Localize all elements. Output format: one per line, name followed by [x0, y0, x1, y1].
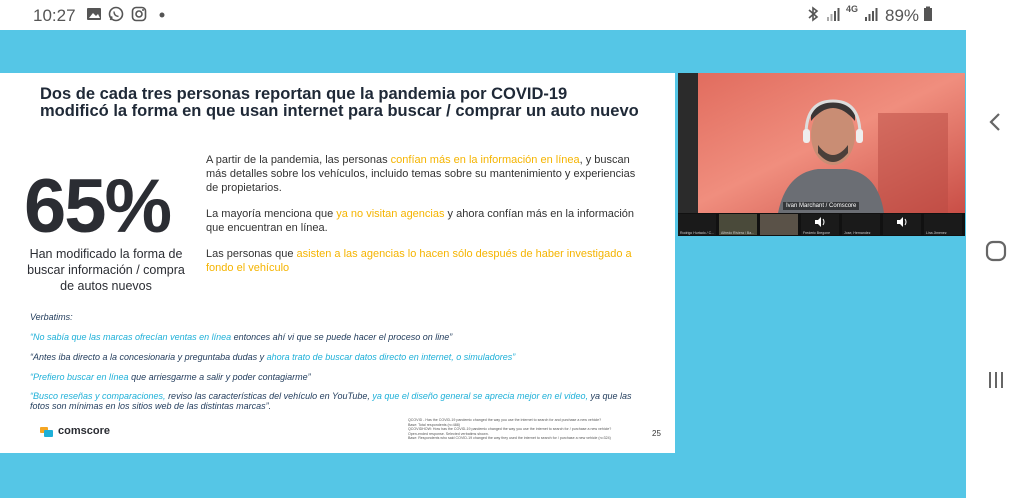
speaker-icon: [896, 217, 908, 227]
comscore-logo-text: comscore: [58, 425, 110, 437]
verbatim-3: “Prefiero buscar en línea que arriesgarme a salir y poder contagiarme”: [30, 372, 311, 382]
verbatim-1: “No sabía que las marcas ofrecían ventas en línea entonces ahí vi que se puede hacer el proceso on line”: [30, 332, 453, 342]
network-type: 4G: [846, 4, 859, 14]
participant-thumb[interactable]: [760, 214, 798, 235]
participant-thumb[interactable]: [883, 214, 921, 235]
gallery-icon: [86, 6, 102, 22]
navigation-bar: [968, 0, 1024, 498]
paragraph-3: Las personas que asisten a las agencias lo hacen sólo después de haber investigado a fondo el vehículo: [206, 248, 632, 274]
participant-thumb[interactable]: Lina Jimenez: [924, 214, 962, 235]
paragraph-2: La mayoría menciona que ya no visitan agencias y ahora confían más en la información que encuentran en línea.: [206, 208, 635, 234]
participant-thumb[interactable]: Frederic Bregone: [801, 214, 839, 235]
status-bar: [0, 0, 968, 30]
paragraph-1: A partir de la pandemia, las personas confían más en la información en línea, y buscan más detalles sobre los vehículos, incluido temas sobre su mantenimiento y experiencias de propietarios.: [206, 154, 636, 194]
footnote: QCOVID - Has the COVID-19 pandemic changed the way you use the internet to search for and purchase a new vehicle? Base: Total respondents (n=488) QCOVIDHOW: How has the COVID-19 pandemic changed the way you use the internet to search for / purchase a new vehicle? Open-ended response. Selected verbatims shown. Base: Respondents who said COVID-19 changed the way they used the internet to search for / purchase a new vehicle (n=324): [408, 418, 612, 440]
video-panel[interactable]: [678, 73, 965, 236]
participant-thumb[interactable]: Jose, Hernandez: [842, 214, 880, 235]
comscore-logo-icon: [40, 427, 54, 437]
status-time: 10:27: [33, 6, 76, 25]
recents-icon[interactable]: [984, 368, 1008, 392]
speaker-name: Ivan Marchant / Comscore: [783, 202, 859, 210]
instagram-icon: [131, 6, 147, 22]
bluetooth-icon: [806, 6, 820, 22]
big-number-caption: Han modificado la forma de buscar información / compra de autos nuevos: [27, 247, 185, 293]
participant-strip: [678, 213, 965, 236]
whatsapp-icon: [108, 6, 124, 22]
verbatim-2: “Antes iba directo a la concesionaria y preguntaba dudas y ahora trato de buscar datos directo en internet, o simuladores”: [30, 352, 516, 362]
big-number: 65%: [24, 164, 171, 249]
home-icon[interactable]: [984, 239, 1008, 263]
verbatim-4: “Busco reseñas y comparaciones, reviso las características del vehículo en YouTube, ya que el diseño general se aprecia mejor en el video, ya que las fotos son mínimas en los sitios web de las distintas marcas”.: [30, 391, 632, 411]
speaker-icon: [814, 217, 826, 227]
back-icon[interactable]: [984, 110, 1008, 134]
battery-percent: 89%: [885, 6, 920, 25]
dot-icon: [158, 6, 166, 22]
battery-icon: [923, 6, 933, 22]
signal-icon: [826, 6, 840, 22]
verbatims-title: Verbatims:: [30, 312, 73, 322]
participant-thumb[interactable]: Alfredo Riviera / Ba...: [719, 214, 757, 235]
slide-title: Dos de cada tres personas reportan que la pandemia por COVID-19 modificó la forma en que usan internet para buscar / comprar un auto nuevo: [40, 85, 639, 120]
speaker-video: [678, 73, 965, 213]
signal-icon: [864, 6, 878, 22]
page-number: 25: [652, 429, 661, 438]
participant-thumb[interactable]: Rodrigo Hurtado / C...: [678, 214, 716, 235]
